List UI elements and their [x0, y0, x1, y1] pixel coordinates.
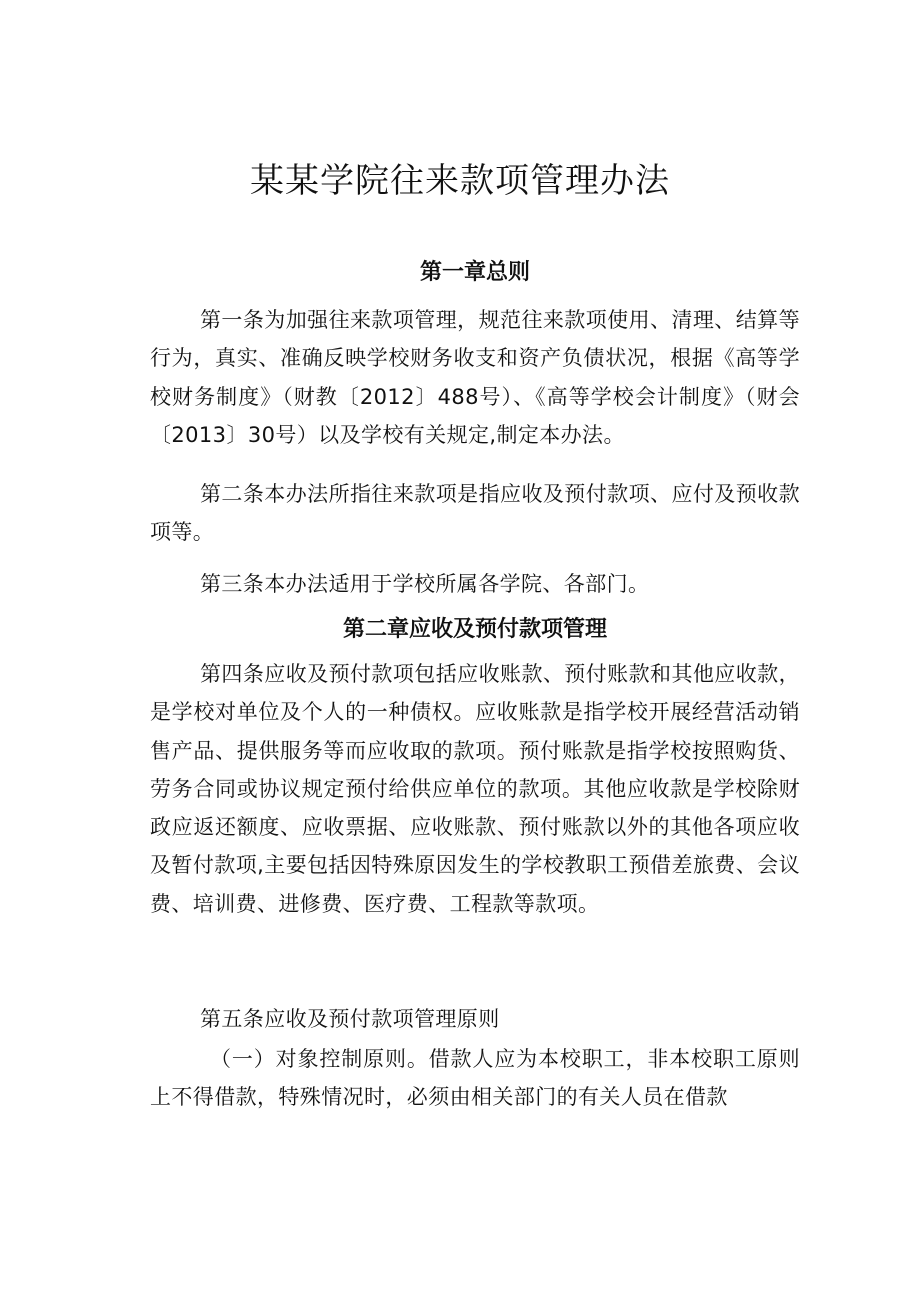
article-4: 第四条应收及预付款项包括应收账款、预付账款和其他应收款，是学校对单位及个人的一种债权。应收账款是指学校开展经营活动销售产品、提供服务等而应收取的款项。预付账款是指学校按照购货、劳务合同或协议规定预付给供应单位的款项。其他应收款是学校除财政应返还额度、应收票据、应收账款、预付账款以外的其他各项应收及暂付款项,主要包括因特殊原因发生的学校教职工预借差旅费、会议费、培训费、进修费、医疗费、工程款等款项。 [150, 662, 800, 916]
document-title: 某某学院往来款项管理办法 [250, 161, 670, 201]
article-2: 第二条本办法所指往来款项是指应收及预付款项、应付及预收款项等。 [150, 482, 800, 545]
chapter-1-heading: 第一章总则 [419, 260, 530, 285]
article-3: 第三条本办法适用于学校所属各学院、各部门。 [200, 572, 650, 596]
article-1: 第一条为加强往来款项管理，规范往来款项使用、清理、结算等行为，真实、准确反映学校财务收支和资产负债状况，根据《高等学校财务制度》（财教〔2012〕488号）、《高等学校会计制度》（财会〔2013〕30号）以及学校有关规定,制定本办法。 [150, 308, 800, 447]
article-5-item-1: （一）对象控制原则。借款人应为本校职工，非本校职工原则上不得借款，特殊情况时，必须由相关部门的有关人员在借款 [150, 1047, 800, 1110]
chapter-2-heading: 第二章应收及预付款项管理 [342, 617, 607, 642]
article-5: 第五条应收及预付款项管理原则 [200, 1007, 500, 1031]
